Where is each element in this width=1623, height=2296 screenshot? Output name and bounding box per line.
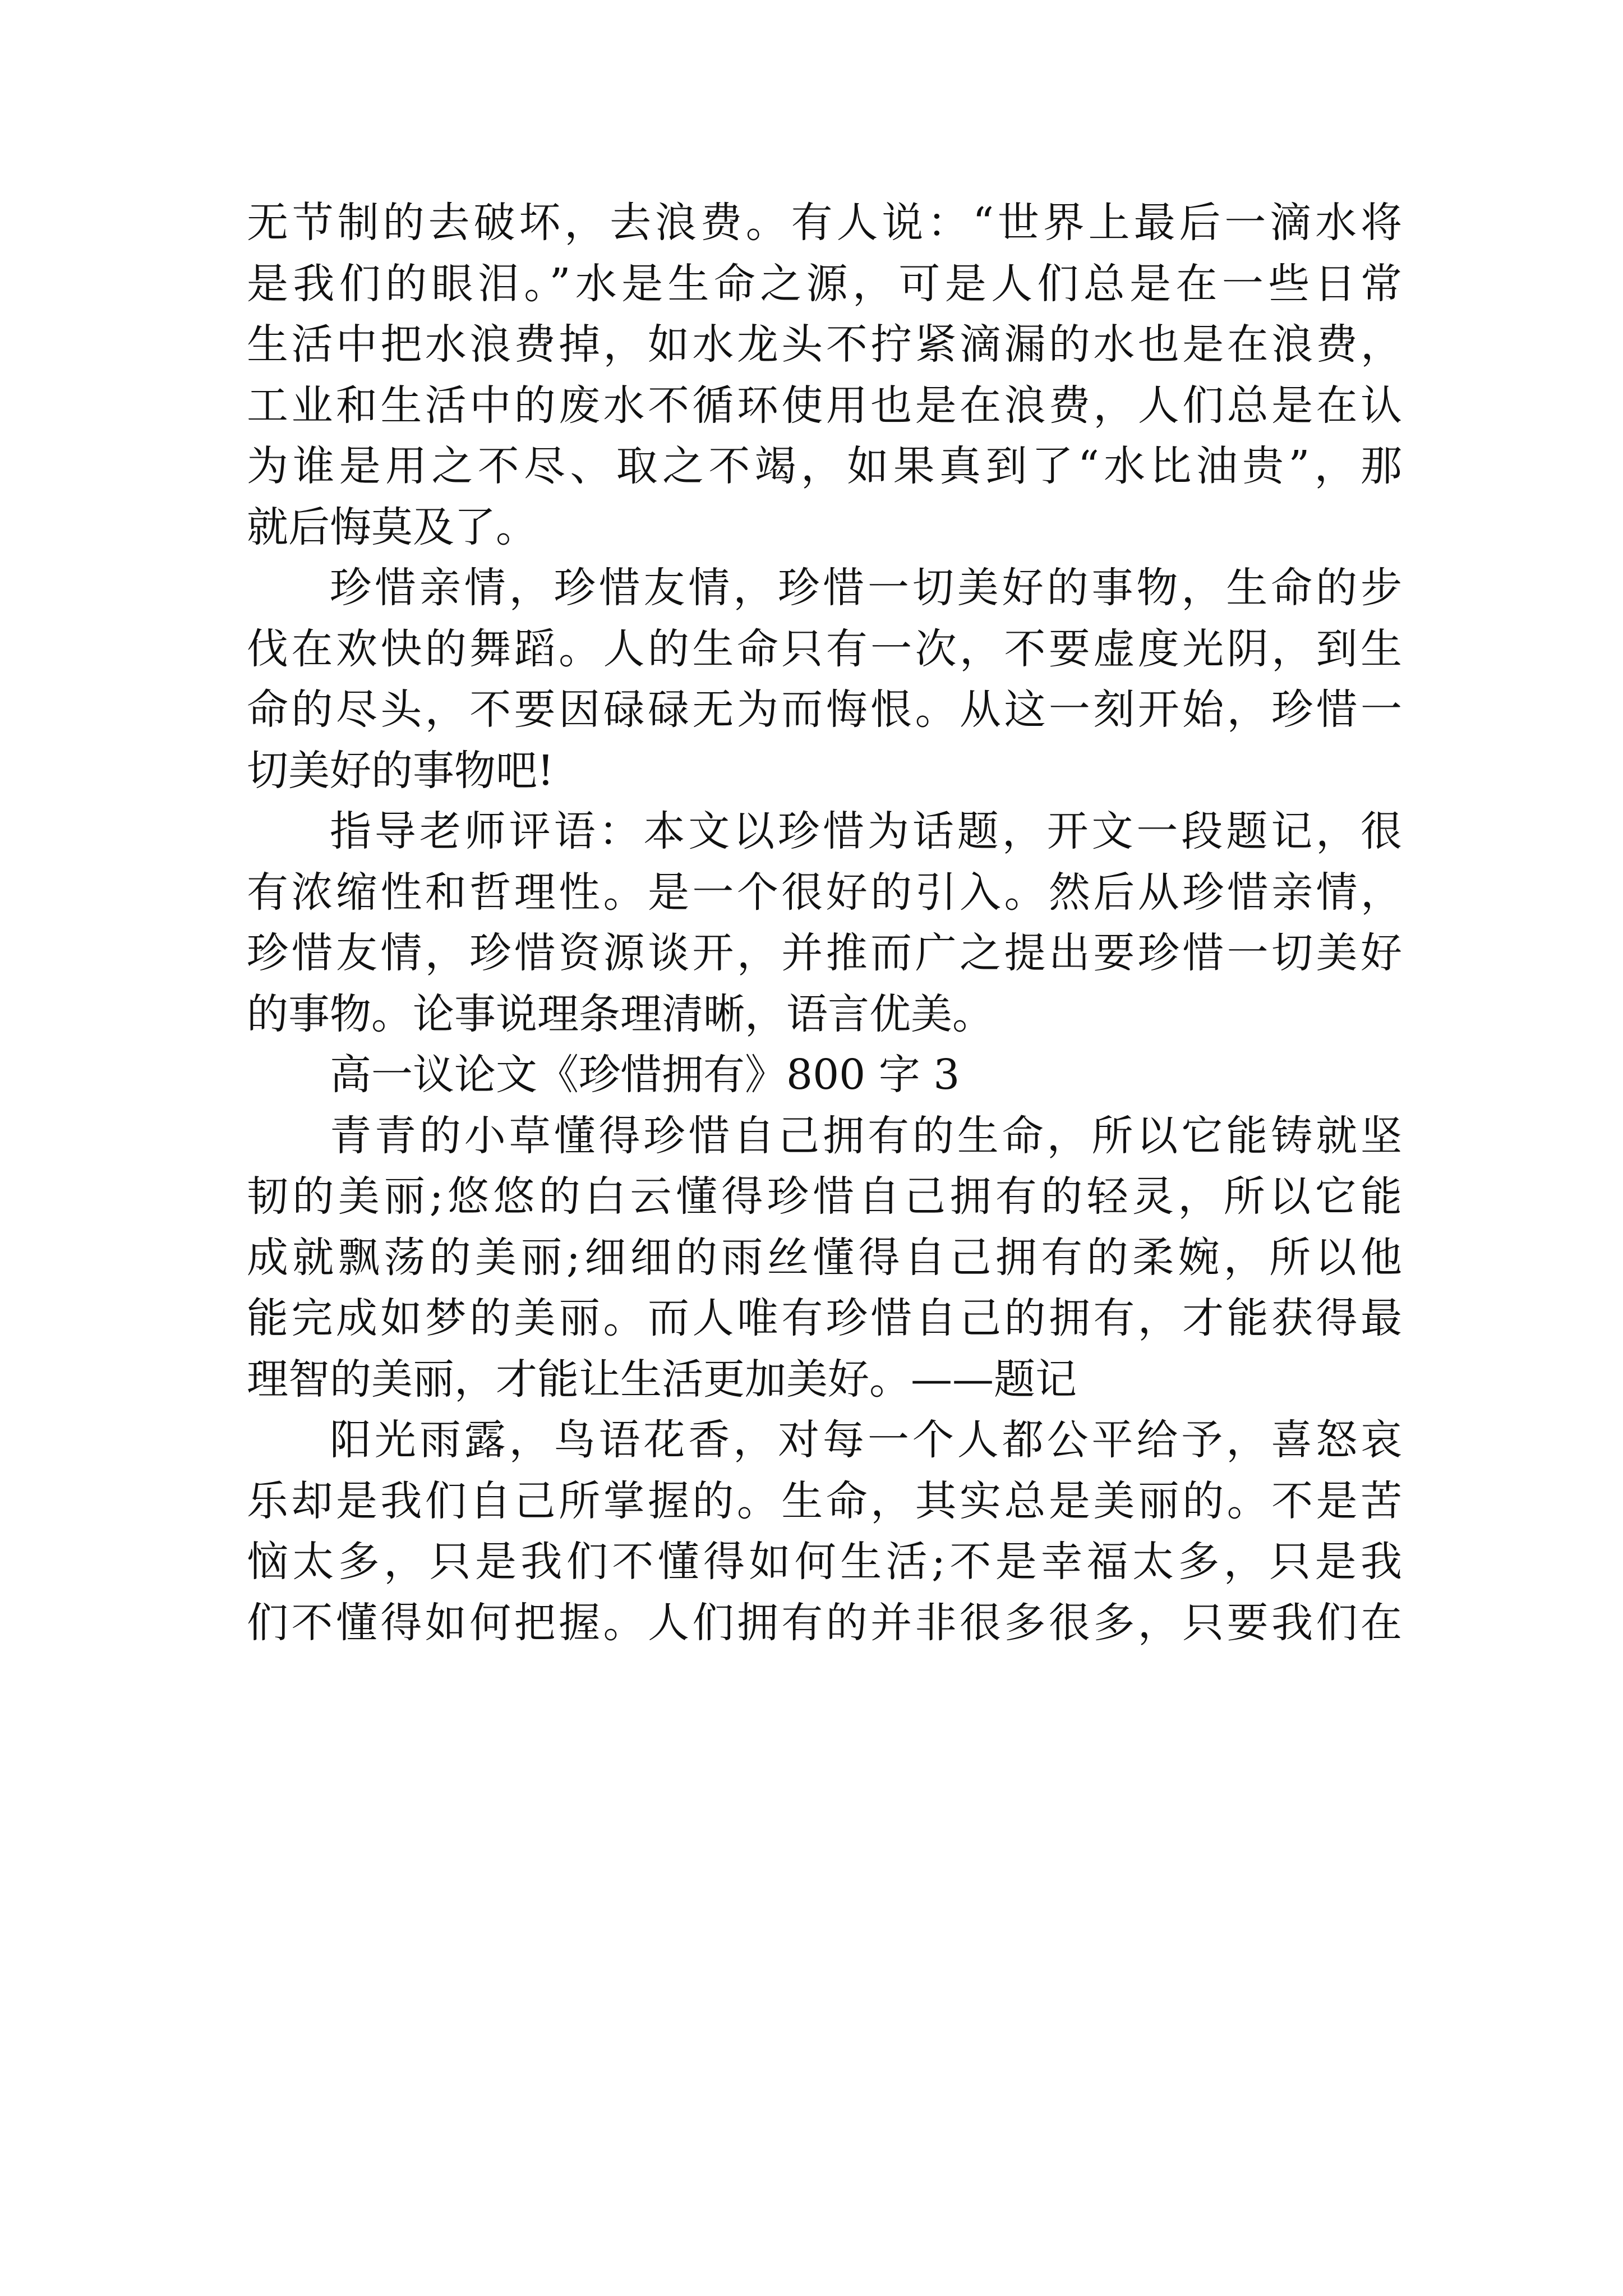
text-line: 是我们的眼泪。”水是生命之源，可是人们总是在一些日常 bbox=[247, 259, 1402, 308]
text-line: 工业和生活中的废水不循环使用也是在浪费，人们总是在认 bbox=[247, 381, 1402, 430]
text-line: 珍惜亲情，珍惜友情，珍惜一切美好的事物，生命的步 bbox=[330, 564, 1402, 612]
text-line: 有浓缩性和哲理性。是一个很好的引入。然后从珍惜亲情， bbox=[247, 868, 1402, 917]
text-line: 珍惜友情，珍惜资源谈开，并推而广之提出要珍惜一切美好 bbox=[247, 929, 1402, 977]
text-line: 就后悔莫及了。 bbox=[247, 503, 537, 551]
text-line: 无节制的去破坏，去浪费。有人说：“世界上最后一滴水将 bbox=[247, 199, 1402, 247]
section-heading: 高一议论文《珍惜拥有》800 字 3 bbox=[330, 1051, 960, 1099]
text-line: 能完成如梦的美丽。而人唯有珍惜自己的拥有，才能获得最 bbox=[247, 1294, 1402, 1342]
document-body bbox=[247, 192, 1402, 1653]
text-line: 乐却是我们自己所掌握的。生命，其实总是美丽的。不是苦 bbox=[247, 1476, 1402, 1525]
text-line: 们不懂得如何把握。人们拥有的并非很多很多，只要我们在 bbox=[247, 1598, 1402, 1647]
text-line: 生活中把水浪费掉，如水龙头不拧紧滴漏的水也是在浪费， bbox=[247, 320, 1402, 369]
text-line: 青青的小草懂得珍惜自己拥有的生命，所以它能铸就坚 bbox=[330, 1111, 1402, 1160]
text-line: 为谁是用之不尽、取之不竭，如果真到了“水比油贵”，那 bbox=[247, 442, 1402, 490]
text-line: 命的尽头，不要因碌碌无为而悔恨。从这一刻开始，珍惜一 bbox=[247, 685, 1402, 734]
text-line: 伐在欢快的舞蹈。人的生命只有一次，不要虚度光阴，到生 bbox=[247, 624, 1402, 673]
text-line: 指导老师评语：本文以珍惜为话题，开文一段题记，很 bbox=[330, 807, 1402, 855]
text-line: 的事物。论事说理条理清晰，语言优美。 bbox=[247, 990, 994, 1038]
text-line: 切美好的事物吧! bbox=[247, 746, 554, 795]
text-line: 韧的美丽;悠悠的白云懂得珍惜自己拥有的轻灵，所以它能 bbox=[247, 1172, 1402, 1221]
text-line: 理智的美丽，才能让生活更加美好。——题记 bbox=[247, 1355, 1077, 1404]
text-line: 阳光雨露，鸟语花香，对每一个人都公平给予，喜怒哀 bbox=[330, 1416, 1402, 1464]
text-line: 成就飘荡的美丽;细细的雨丝懂得自己拥有的柔婉，所以他 bbox=[247, 1233, 1402, 1282]
text-line: 恼太多，只是我们不懂得如何生活;不是幸福太多，只是我 bbox=[247, 1538, 1402, 1586]
